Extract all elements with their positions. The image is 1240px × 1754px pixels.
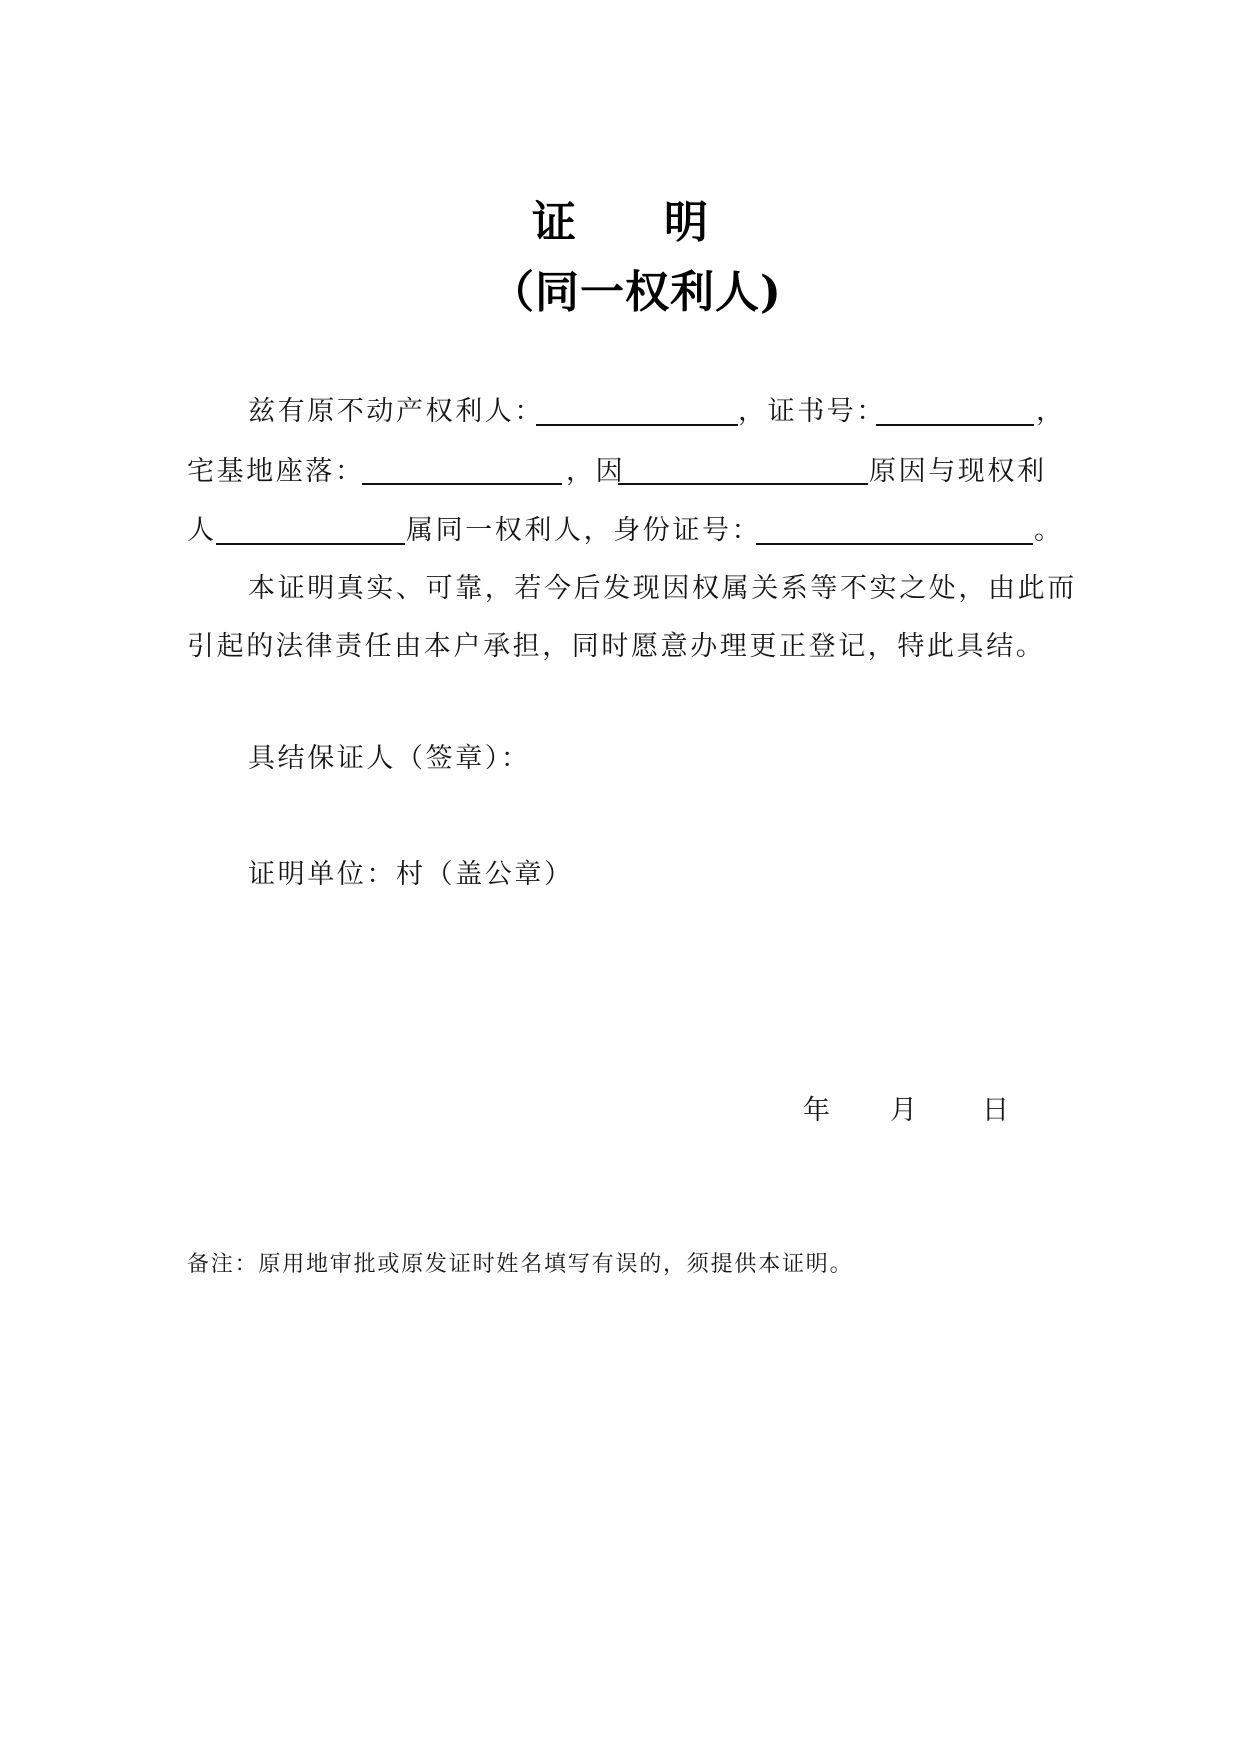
p2-line1: 本证明真实、可靠，若今后发现因权属关系等不实之处，由此而 — [248, 573, 1077, 604]
p1-line3-mid: 属同一权利人，身份证号： — [406, 515, 762, 546]
guarantor-signature-label: 具结保证人（签章）： — [248, 743, 531, 774]
document-subtitle: （同一权利人) — [490, 267, 782, 318]
p1-line2-end: 原因与现权利 — [869, 456, 1047, 487]
certificate-number-blank[interactable] — [876, 424, 1034, 426]
p2-line2: 引起的法律责任由本户承担，同时愿意办理更正登记，特此具结。 — [187, 631, 1046, 662]
document-title — [532, 198, 708, 248]
p1-line2-mid: ，因 — [566, 456, 626, 487]
homestead-location-blank[interactable] — [362, 483, 562, 485]
p1-line1-mid: ，证书号： — [738, 396, 886, 427]
p1-line3-prefix: 人 — [187, 515, 217, 546]
p1-line2-prefix: 宅基地座落： — [187, 456, 365, 487]
id-number-blank[interactable] — [756, 543, 1033, 545]
date-day: 日 — [982, 1095, 1012, 1126]
certifying-unit-label: 证明单位：村（盖公章） — [248, 859, 574, 890]
p1-line1-prefix: 兹有原不动产权利人： — [248, 396, 544, 427]
title-char-right: 明 — [664, 197, 708, 248]
current-owner-blank[interactable] — [216, 543, 405, 545]
original-owner-blank[interactable] — [536, 424, 738, 426]
p1-line3-end: 。 — [1034, 515, 1064, 546]
footnote: 备注：原用地审批或原发证时姓名填写有误的，须提供本证明。 — [187, 1252, 854, 1277]
date-month: 月 — [890, 1095, 920, 1126]
p1-line1-end: ， — [1036, 396, 1066, 427]
reason-blank[interactable] — [618, 483, 868, 485]
title-char-left: 证 — [532, 197, 576, 248]
date-year: 年 — [803, 1095, 833, 1126]
